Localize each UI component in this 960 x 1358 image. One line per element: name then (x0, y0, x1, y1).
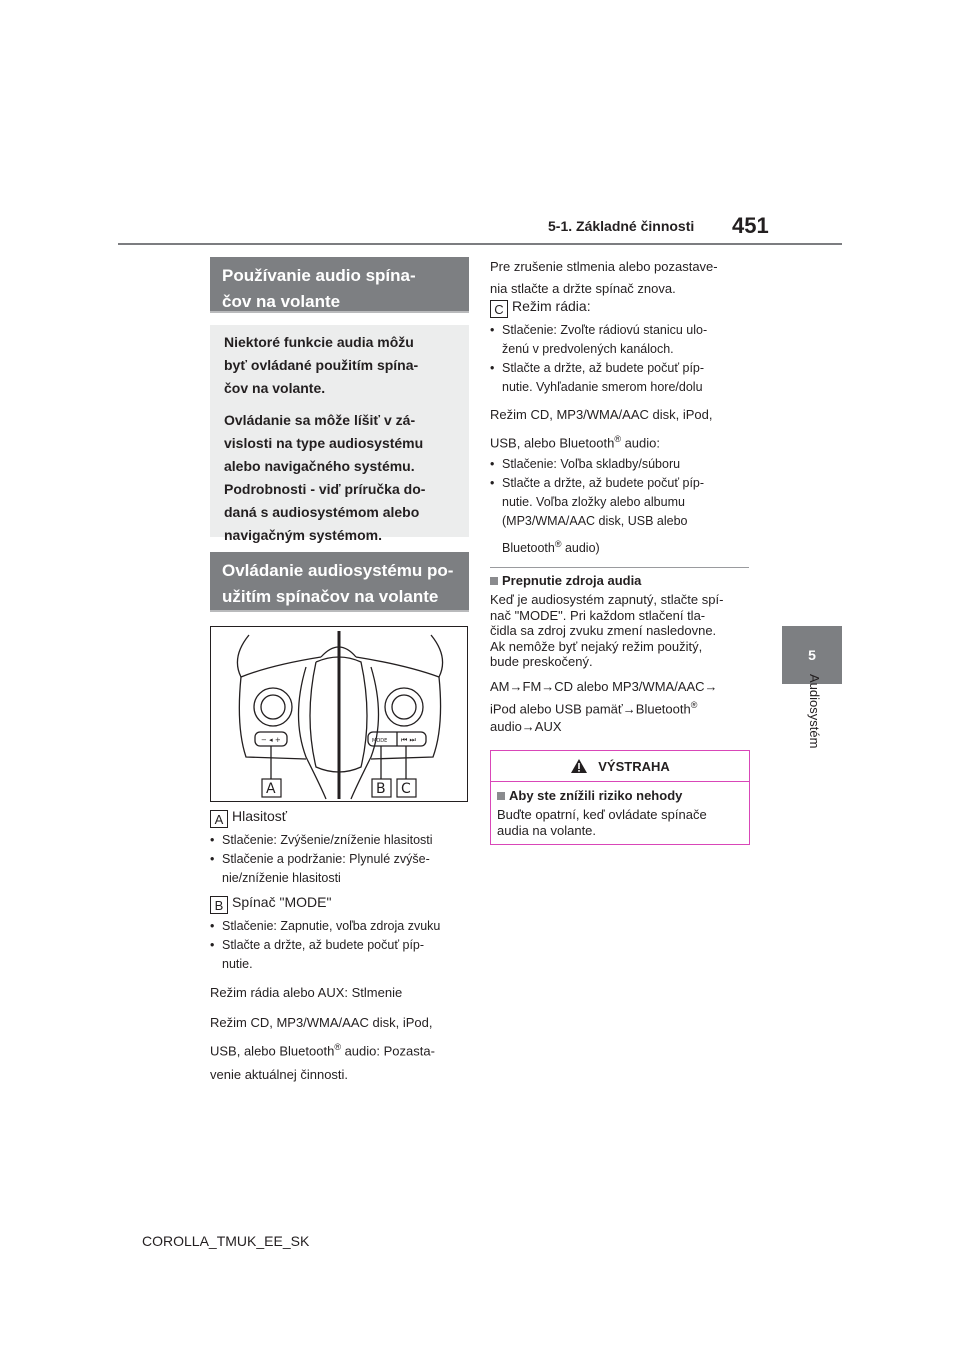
heading-steering-switches (210, 257, 469, 313)
steering-wheel-diagram (210, 626, 468, 802)
item-c-title: Režim rádia: (512, 298, 591, 314)
svg-text:− ◂ +: − ◂ + (261, 736, 281, 744)
heading1-line1: Používanie audio spína- (222, 266, 416, 285)
chapter-number: 5 (808, 647, 816, 663)
item-c-radio (490, 298, 752, 561)
mode-switch-text: MODE (372, 738, 388, 744)
source-switching (490, 573, 752, 736)
warning-box (490, 750, 750, 845)
item-b-title: Spínač "MODE" (232, 894, 332, 910)
unmute-intro: Pre zrušenie stlmenia alebo pozastave- nia stlačte a držte spínač znova. (490, 259, 718, 296)
item-a-bullet-1: • Stlačenie: Zvýšenie/zníženie hlasitosti (210, 833, 433, 847)
item-a-volume (210, 808, 472, 888)
svg-text:⏮ ⏭: ⏮ ⏭ (401, 736, 416, 744)
section-divider (490, 567, 749, 568)
callout-c: C (401, 781, 411, 797)
warning-text: Buďte opatrní, keď ovládate spínače audia na volante. (497, 807, 707, 838)
item-a-title: Hlasitosť (232, 808, 288, 824)
source-description: Keď je audiosystém zapnutý, stlačte spí- nač "MODE". Pri každom stlačení tla- čidla sa zdroj zvuku zmení nasledovne. Ak nemôže byť nejaký režim použitý, bude preskočený. (490, 592, 724, 669)
chapter-label: Audiosystém (807, 674, 822, 749)
source-heading: Prepnutie zdroja audia (502, 573, 642, 588)
item-c-para: Režim CD, MP3/WMA/AAC disk, iPod, USB, alebo Bluetooth® audio: (490, 407, 713, 451)
heading-audio-control (210, 552, 469, 612)
heading1-line2: čov na volante (222, 292, 341, 311)
item-c-bullet-4: • Stlačte a držte, až budete počuť píp- nutie. Voľba zložky alebo albumu (MP3/WMA/AAC disk, USB alebo Bluetooth® audio) (490, 476, 705, 556)
item-b-bullet-1: • Stlačenie: Zapnutie, voľba zdroja zvuku (210, 919, 441, 933)
item-b-mode (210, 894, 472, 1087)
item-a-bullet-2: • Stlačenie a podržanie: Plynulé zvýše- nie/zníženie hlasitosti (210, 852, 430, 885)
badge-b: B (210, 896, 228, 914)
steering-wheel-illustration (211, 627, 466, 800)
warning-title: VÝSTRAHA (598, 758, 670, 774)
note-paragraph-2: Ovládanie sa môže líšiť v zá- vislosti na type audiosystému alebo navigačného systému. Podrobnosti - viď príručka do- daná s audiosystémom alebo navigačným systémom. (224, 412, 426, 543)
page-number: 451 (732, 213, 769, 238)
square-bullet-icon (490, 577, 498, 585)
item-c-bullet-2: • Stlačte a držte, až budete počuť píp- nutie. Vyhľadanie smerom hore/dolu (490, 361, 705, 394)
item-c-bullet-3: • Stlačenie: Voľba skladby/súboru (490, 457, 681, 472)
callout-a: A (266, 781, 276, 797)
item-c-bullet-1: • Stlačenie: Zvoľte rádiovú stanicu ulo- ženú v predvolených kanáloch. (490, 323, 708, 356)
badge-c: C (490, 300, 508, 318)
warning-square-icon (497, 792, 505, 800)
source-sequence: AM→FM→CD alebo MP3/WMA/AAC→ iPod alebo USB pamäť→Bluetooth® audio→AUX (490, 678, 718, 734)
heading2-line2: užitím spínačov na volante (222, 587, 439, 606)
section-title: 5-1. Základné činnosti (548, 218, 695, 234)
info-note (210, 325, 469, 543)
document-code: COROLLA_TMUK_EE_SK (142, 1233, 310, 1249)
warning-triangle-icon (570, 758, 588, 774)
item-b-para-1: Režim rádia alebo AUX: Stlmenie (210, 985, 403, 1000)
callout-b: B (376, 781, 386, 797)
item-b-para-2: Režim CD, MP3/WMA/AAC disk, iPod, USB, alebo Bluetooth® audio: Pozasta- venie aktuálnej činnosti. (210, 1015, 435, 1083)
heading2-line1: Ovládanie audiosystému po- (222, 561, 454, 580)
warning-subhead: Aby ste znížili riziko nehody (509, 788, 683, 803)
header-rule (118, 243, 842, 245)
item-b-bullet-2: • Stlačte a držte, až budete počuť píp- nutie. (210, 938, 425, 971)
badge-a: A (210, 810, 228, 828)
note-paragraph-1: Niektoré funkcie audia môžu byť ovládané použitím spína- čov na volante. (224, 334, 419, 396)
